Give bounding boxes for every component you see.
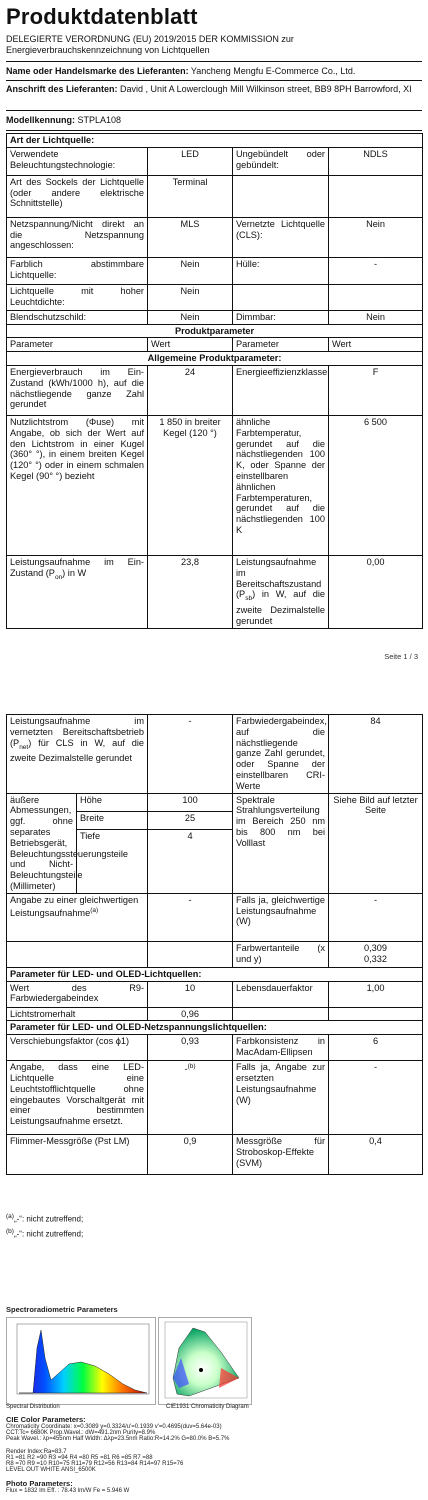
divider <box>6 130 422 131</box>
table-row <box>7 1035 423 1061</box>
cell-label: Messgröße für Stroboskop-Effekte (SVM) <box>233 1135 329 1175</box>
cell-label: Lebensdauerfaktor <box>233 981 329 1007</box>
dim-label: Höhe <box>77 793 148 811</box>
cell-empty <box>148 941 233 967</box>
cell-label: Falls ja, gleichwertige Leistungsaufnahme (W) <box>233 893 329 941</box>
mains-header: Parameter für LED- und OLED-Netzspannungslichtquellen: <box>7 1021 423 1035</box>
param-line: LEVEL OUT WHITE ANSI_6500K <box>6 1467 96 1473</box>
cell-empty <box>233 175 329 217</box>
model-value: STPLA108 <box>77 115 122 125</box>
table-row <box>7 415 423 555</box>
cell-empty <box>329 284 423 310</box>
cell-label: Leistungsaufnahme im vernetzten Bereitschaftsbetrieb $(P_{net})$ für CLS in W, auf die zweite Dezimalstelle gerundet <box>7 715 148 794</box>
cell-label: Angabe, dass eine LED-Lichtquelle eine Leuchtstofflichtquelle ohne eingebautes Vorschaltgerät mit einer bestimmten Leistungsaufnahme ersetzt. <box>7 1061 148 1135</box>
dim-value: 4 <box>148 829 233 893</box>
cell-value: 10 <box>148 981 233 1007</box>
cell-value: 84 <box>329 715 423 794</box>
cell-value: Siehe Bild auf letzter Seite <box>329 793 423 893</box>
cell-label: Verschiebungsfaktor (cos ϕ1) <box>7 1035 148 1061</box>
param-line: Render Index:Ra=83.7 <box>6 1449 67 1455</box>
cell-label: Verwendete Beleuchtungstechnologie: <box>7 147 148 175</box>
cell-value: NDLS <box>329 147 423 175</box>
cell-label: Flimmer-Messgröße (Pst LM) <box>7 1135 148 1175</box>
cell-value: 0,96 <box>148 1007 233 1021</box>
address-line <box>6 84 422 95</box>
model-line <box>6 115 422 126</box>
column-header: Wert <box>148 338 233 352</box>
table-header-row <box>7 338 423 352</box>
cell-value: - <box>329 1061 423 1135</box>
address-value: David , Unit A Lowerclough Mill Wilkinson street, BB9 8PH Barrowford, XI <box>120 84 412 94</box>
produktparameter-header: Produktparameter <box>7 324 423 338</box>
cell-label: Angabe zu einer gleichwertigen Leistungsaufnahme$^{(a)}$ <box>7 893 148 941</box>
dims-label: äußere Abmessungen, ggf. ohne separates Betriebsgerät, Beleuchtungssteuerungsteile und Nicht-Beleuchtungsteile (Millimeter) <box>7 793 77 893</box>
photo-line: Flux = 1832 lm Eff. : 78.43 lm/W Fe = 5.946 W <box>6 1488 130 1494</box>
table-row <box>7 1007 423 1021</box>
cell-label: Dimmbar: <box>233 310 329 324</box>
cell-value: LED <box>148 147 233 175</box>
cie-title: CIE Color Parameters: <box>6 1415 86 1424</box>
column-header: Wert <box>329 338 423 352</box>
cell-value: -$^{(b)}$ <box>148 1061 233 1135</box>
dim-label: Tiefe <box>77 829 148 893</box>
cell-label: Netzspannung/Nicht direkt an die Netzspannung angeschlossen: <box>7 217 148 257</box>
cell-label: Leistungsaufnahme im Bereitschaftszustand $(P_{sb})$ in W, auf die zweite Dezimalstelle gerundet <box>233 555 329 628</box>
supplier-label: Name oder Handelsmarke des Lieferanten: <box>6 66 189 76</box>
cell-value: Nein <box>148 310 233 324</box>
cell-value: 1 850 in breiter Kegel (120 °) <box>148 415 233 555</box>
page-number: Seite 1 / 3 <box>384 652 418 661</box>
table-row <box>7 310 423 324</box>
table-row <box>7 1135 423 1175</box>
cell-value: - <box>148 893 233 941</box>
cell-value: Nein <box>148 284 233 310</box>
cell-label: Blendschutzschild: <box>7 310 148 324</box>
cell-value: - <box>329 257 423 284</box>
cell-value: 23,8 <box>148 555 233 628</box>
cell-label: Farbwertanteile (x und y) <box>233 941 329 967</box>
parameters-table <box>6 714 423 1175</box>
cell-label: Lichtquelle mit hoher Leuchtdichte: <box>7 284 148 310</box>
cell-value: - <box>148 715 233 794</box>
param-line: R8 =70 R9 =10 R10=75 R11=79 R12=56 R13=84 R14=97 R15=76 <box>6 1461 184 1467</box>
divider <box>6 110 422 111</box>
cell-label: Leistungsaufnahme im Ein-Zustand $(P_{on})$ in W <box>7 555 148 628</box>
cell-value: 1,00 <box>329 981 423 1007</box>
cell-label: Nutzlichtstrom (Φuse) mit Angabe, ob sich der Wert auf den Lichtstrom in einer Kugel (360° °), in einem breiten Kegel (120° °) oder in einem schmalen Kegel (90° °) bezieht <box>7 415 148 555</box>
param-line: R1 =81 R2 =90 R3 =94 R4 =80 R5 =81 R6 =85 R7 =88 <box>6 1455 153 1461</box>
cell-value: 24 <box>148 365 233 415</box>
cell-value: 0,9 <box>148 1135 233 1175</box>
spectro-report <box>6 1305 416 1494</box>
spectral-distribution-panel <box>6 1317 156 1405</box>
supplier-line <box>6 66 422 77</box>
param-line: Peak Wavel.: λp=455nm Half Width: Δλp=23.5nm Ratio:R=14.2% G=80.0% B=5.7% <box>6 1436 230 1442</box>
column-header: Parameter <box>7 338 148 352</box>
cell-empty <box>329 175 423 217</box>
table-row <box>7 217 423 257</box>
cell-label: Energieeffizienzklasse <box>233 365 329 415</box>
table-row <box>7 175 423 217</box>
cell-label: Hülle: <box>233 257 329 284</box>
cell-value: 0,93 <box>148 1035 233 1061</box>
cell-label: Lichtstromerhalt <box>7 1007 148 1021</box>
dim-value: 100 <box>148 793 233 811</box>
cell-label: Art des Sockels der Lichtquelle (oder andere elektrische Schnittstelle) <box>7 175 148 217</box>
cell-value: 6 500 <box>329 415 423 555</box>
table-row <box>7 1061 423 1135</box>
cell-value: Nein <box>329 217 423 257</box>
cell-label: Farblich abstimmbare Lichtquelle: <box>7 257 148 284</box>
table-row <box>7 555 423 628</box>
spectro-title: Spectroradiometric Parameters <box>6 1305 118 1314</box>
table-row <box>7 257 423 284</box>
cell-empty <box>233 284 329 310</box>
cell-empty <box>7 941 148 967</box>
table-row <box>7 893 423 941</box>
cell-label: Vernetzte Lichtquelle (CLS): <box>233 217 329 257</box>
cie-chromaticity-diagram <box>159 1318 251 1404</box>
cell-empty <box>233 1007 329 1021</box>
cie-caption: CIE1931 Chromaticity Diagram <box>166 1404 249 1410</box>
cell-value: Nein <box>329 310 423 324</box>
table-row <box>7 793 423 811</box>
allgemeine-header: Allgemeine Produktparameter: <box>7 352 423 366</box>
cell-value: 0,4 <box>329 1135 423 1175</box>
table-row <box>7 941 423 967</box>
column-header: Parameter <box>233 338 329 352</box>
cell-value: 0,309 0,332 <box>329 941 423 967</box>
cell-label: Ungebündelt oder gebündelt: <box>233 147 329 175</box>
cell-label: Energieverbrauch im Ein-Zustand (kWh/1000 h), auf die nächstliegende ganze Zahl gerundet <box>7 365 148 415</box>
dim-value: 25 <box>148 811 233 829</box>
table-row <box>7 365 423 415</box>
page-title: Produktdatenblatt <box>6 4 198 29</box>
cell-value: 0,00 <box>329 555 423 628</box>
cie-parameters <box>6 1415 416 1494</box>
spectral-caption: Spectral Distribution <box>6 1404 60 1410</box>
cell-label: Wert des R9-Farbwiedergabeindex <box>7 981 148 1007</box>
cell-value: 6 <box>329 1035 423 1061</box>
art-header: Art der Lichtquelle: <box>7 134 423 148</box>
footnote-a: $^{(a)}$„-“: nicht zutreffend; <box>6 1213 84 1224</box>
spectral-distribution-chart <box>7 1318 155 1404</box>
cell-label: Farbkonsistenz in MacAdam-Ellipsen <box>233 1035 329 1061</box>
cell-label: Farbwiedergabeindex, auf die nächstliegende ganze Zahl gerundet, oder Spanne der einstellbaren CRI-Werte <box>233 715 329 794</box>
cell-value: - <box>329 893 423 941</box>
cell-label: Spektrale Strahlungsverteilung im Bereich 250 nm bis 800 nm bei Volllast <box>233 793 329 893</box>
table-row <box>7 981 423 1007</box>
divider <box>6 61 422 62</box>
table-row <box>7 147 423 175</box>
light-source-table <box>6 133 423 629</box>
supplier-value: Yancheng Mengfu E-Commerce Co., Ltd. <box>190 66 356 76</box>
param-line: Chromaticity Coordinate: x=0.3089 y=0.3324/u'=0.1939 v'=0.4695(duv=5.64e-03) <box>6 1424 222 1430</box>
led-header: Parameter für LED- und OLED-Lichtquellen: <box>7 967 423 981</box>
regulation-text: DELEGIERTE VERORDNUNG (EU) 2019/2015 DER KOMMISSION zur Energieverbrauchskennzeichnung von Lichtquellen <box>6 34 294 55</box>
cie-diagram-panel <box>158 1317 252 1405</box>
cell-value: MLS <box>148 217 233 257</box>
cell-value: Terminal <box>148 175 233 217</box>
cell-empty <box>329 1007 423 1021</box>
cell-value: Nein <box>148 257 233 284</box>
address-label: Anschrift des Lieferanten: <box>6 84 118 94</box>
table-row <box>7 284 423 310</box>
cell-label: ähnliche Farbtemperatur, gerundet auf die nächstliegenden 100 K, oder Spanne der einstellbaren ähnlichen Farbtemperaturen, gerundet auf die nächstliegenden 100 K <box>233 415 329 555</box>
model-label: Modellkennung: <box>6 115 75 125</box>
dim-label: Breite <box>77 811 148 829</box>
table-row <box>7 715 423 794</box>
cell-value: F <box>329 365 423 415</box>
footnote-b: $^{(b)}$„-“: nicht zutreffend; <box>6 1228 84 1239</box>
photo-title: Photo Parameters: <box>6 1479 73 1488</box>
divider <box>6 80 422 81</box>
param-line: CCT:Tc= 6680K Prop.Wavel.: dW=491.2nm Purity=8.9% <box>6 1430 156 1436</box>
cell-label: Falls ja, Angabe zur ersetzten Leistungsaufnahme (W) <box>233 1061 329 1135</box>
